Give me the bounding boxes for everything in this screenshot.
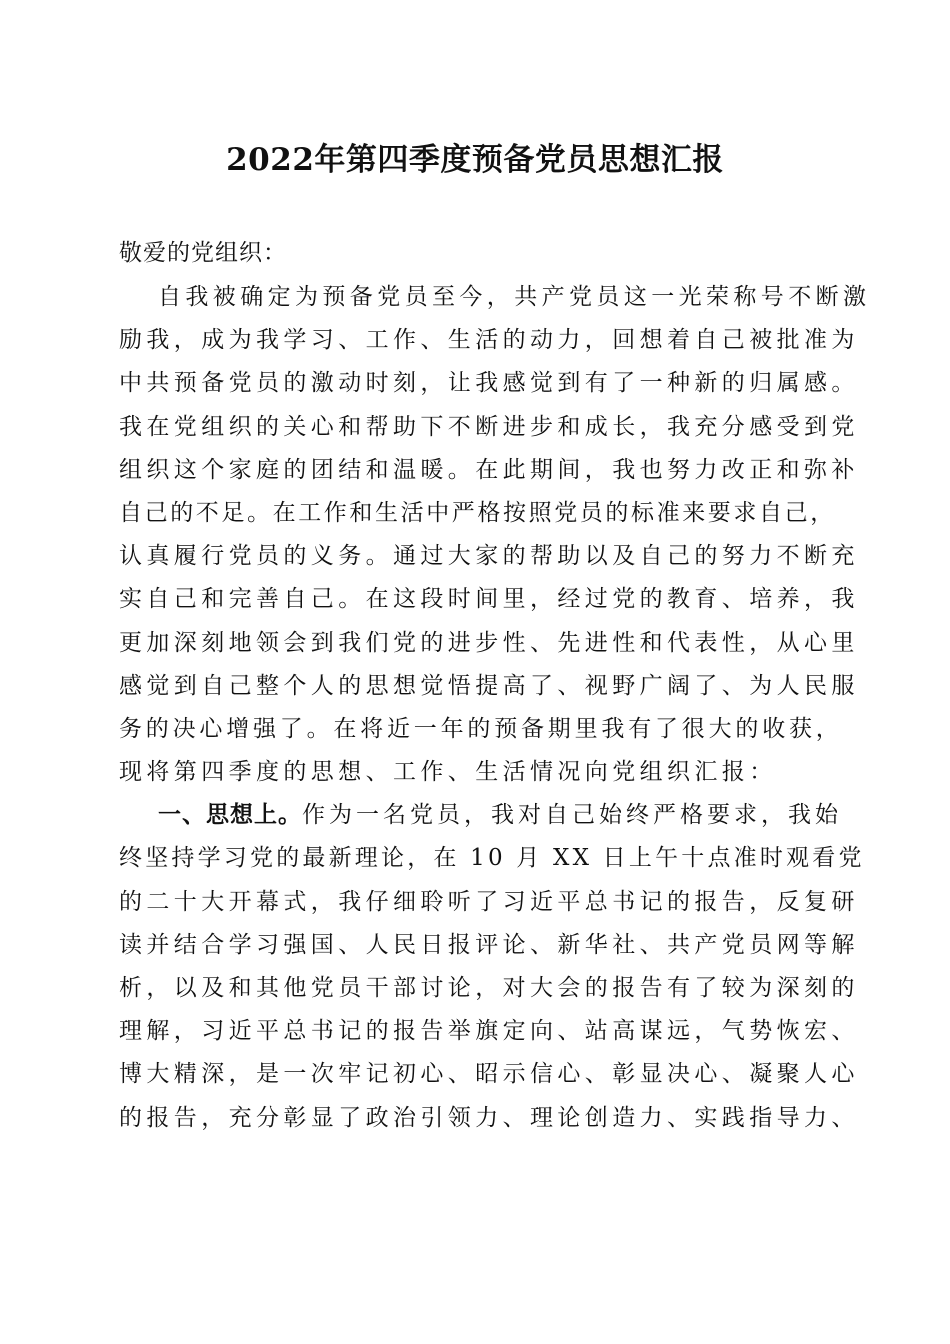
paragraph-line: 组织这个家庭的团结和温暖。在此期间，我也努力改正和弥补 [119,456,859,483]
paragraph-line: 更加深刻地领会到我们党的进步性、先进性和代表性，从心里 [119,629,859,656]
paragraph-line: 读并结合学习强国、人民日报评论、新华社、共产党员网等解 [119,931,859,958]
salutation: 敬爱的党组织： [119,240,287,266]
paragraph-line: 励我，成为我学习、工作、生活的动力，回想着自己被批准为 [119,327,859,354]
paragraph-line: 现将第四季度的思想、工作、生活情况向党组织汇报： [119,759,777,786]
paragraph-line: 终坚持学习党的最新理论，在 10 月 XX 日上午十点准时观看党 [119,845,865,872]
paragraph-line: 的二十大开幕式，我仔细聆听了习近平总书记的报告，反复研 [119,888,859,915]
paragraph-line: 认真履行党员的义务。通过大家的帮助以及自己的努力不断充 [119,543,859,570]
paragraph-line: 实自己和完善自己。在这段时间里，经过党的教育、培养，我 [119,586,859,613]
paragraph-line: 理解，习近平总书记的报告举旗定向、站高谋远，气势恢宏、 [119,1018,859,1045]
paragraph-line: 感觉到自己整个人的思想觉悟提高了、视野广阔了、为人民服 [119,672,859,699]
section-first-line [119,794,842,837]
paragraph-line: 自我被确定为预备党员至今，共产党员这一光荣称号不断激 [158,284,871,310]
paragraph-line: 自己的不足。在工作和生活中严格按照党员的标准来要求自己， [119,499,836,526]
paragraph-line: 析，以及和其他党员干部讨论，对大会的报告有了较为深刻的 [119,975,859,1001]
paragraph-line: 博大精深，是一次牢记初心、昭示信心、彰显决心、凝聚人心 [119,1061,859,1088]
paragraph-line: 我在党组织的关心和帮助下不断进步和成长，我充分感受到党 [119,413,859,440]
section-heading: 一、思想上。 [158,802,302,829]
paragraph-line: 务的决心增强了。在将近一年的预备期里我有了很大的收获， [119,715,843,742]
paragraph-line: 的报告，充分彰显了政治引领力、理论创造力、实践指导力、 [119,1104,859,1131]
document-body [119,276,871,1140]
document-title: 2022年第四季度预备党员思想汇报 [226,142,724,178]
paragraph-line: 中共预备党员的激动时刻，让我感觉到有了一种新的归属感。 [119,370,859,397]
section-line-text: 作为一名党员，我对自己始终严格要求，我始 [302,802,842,829]
